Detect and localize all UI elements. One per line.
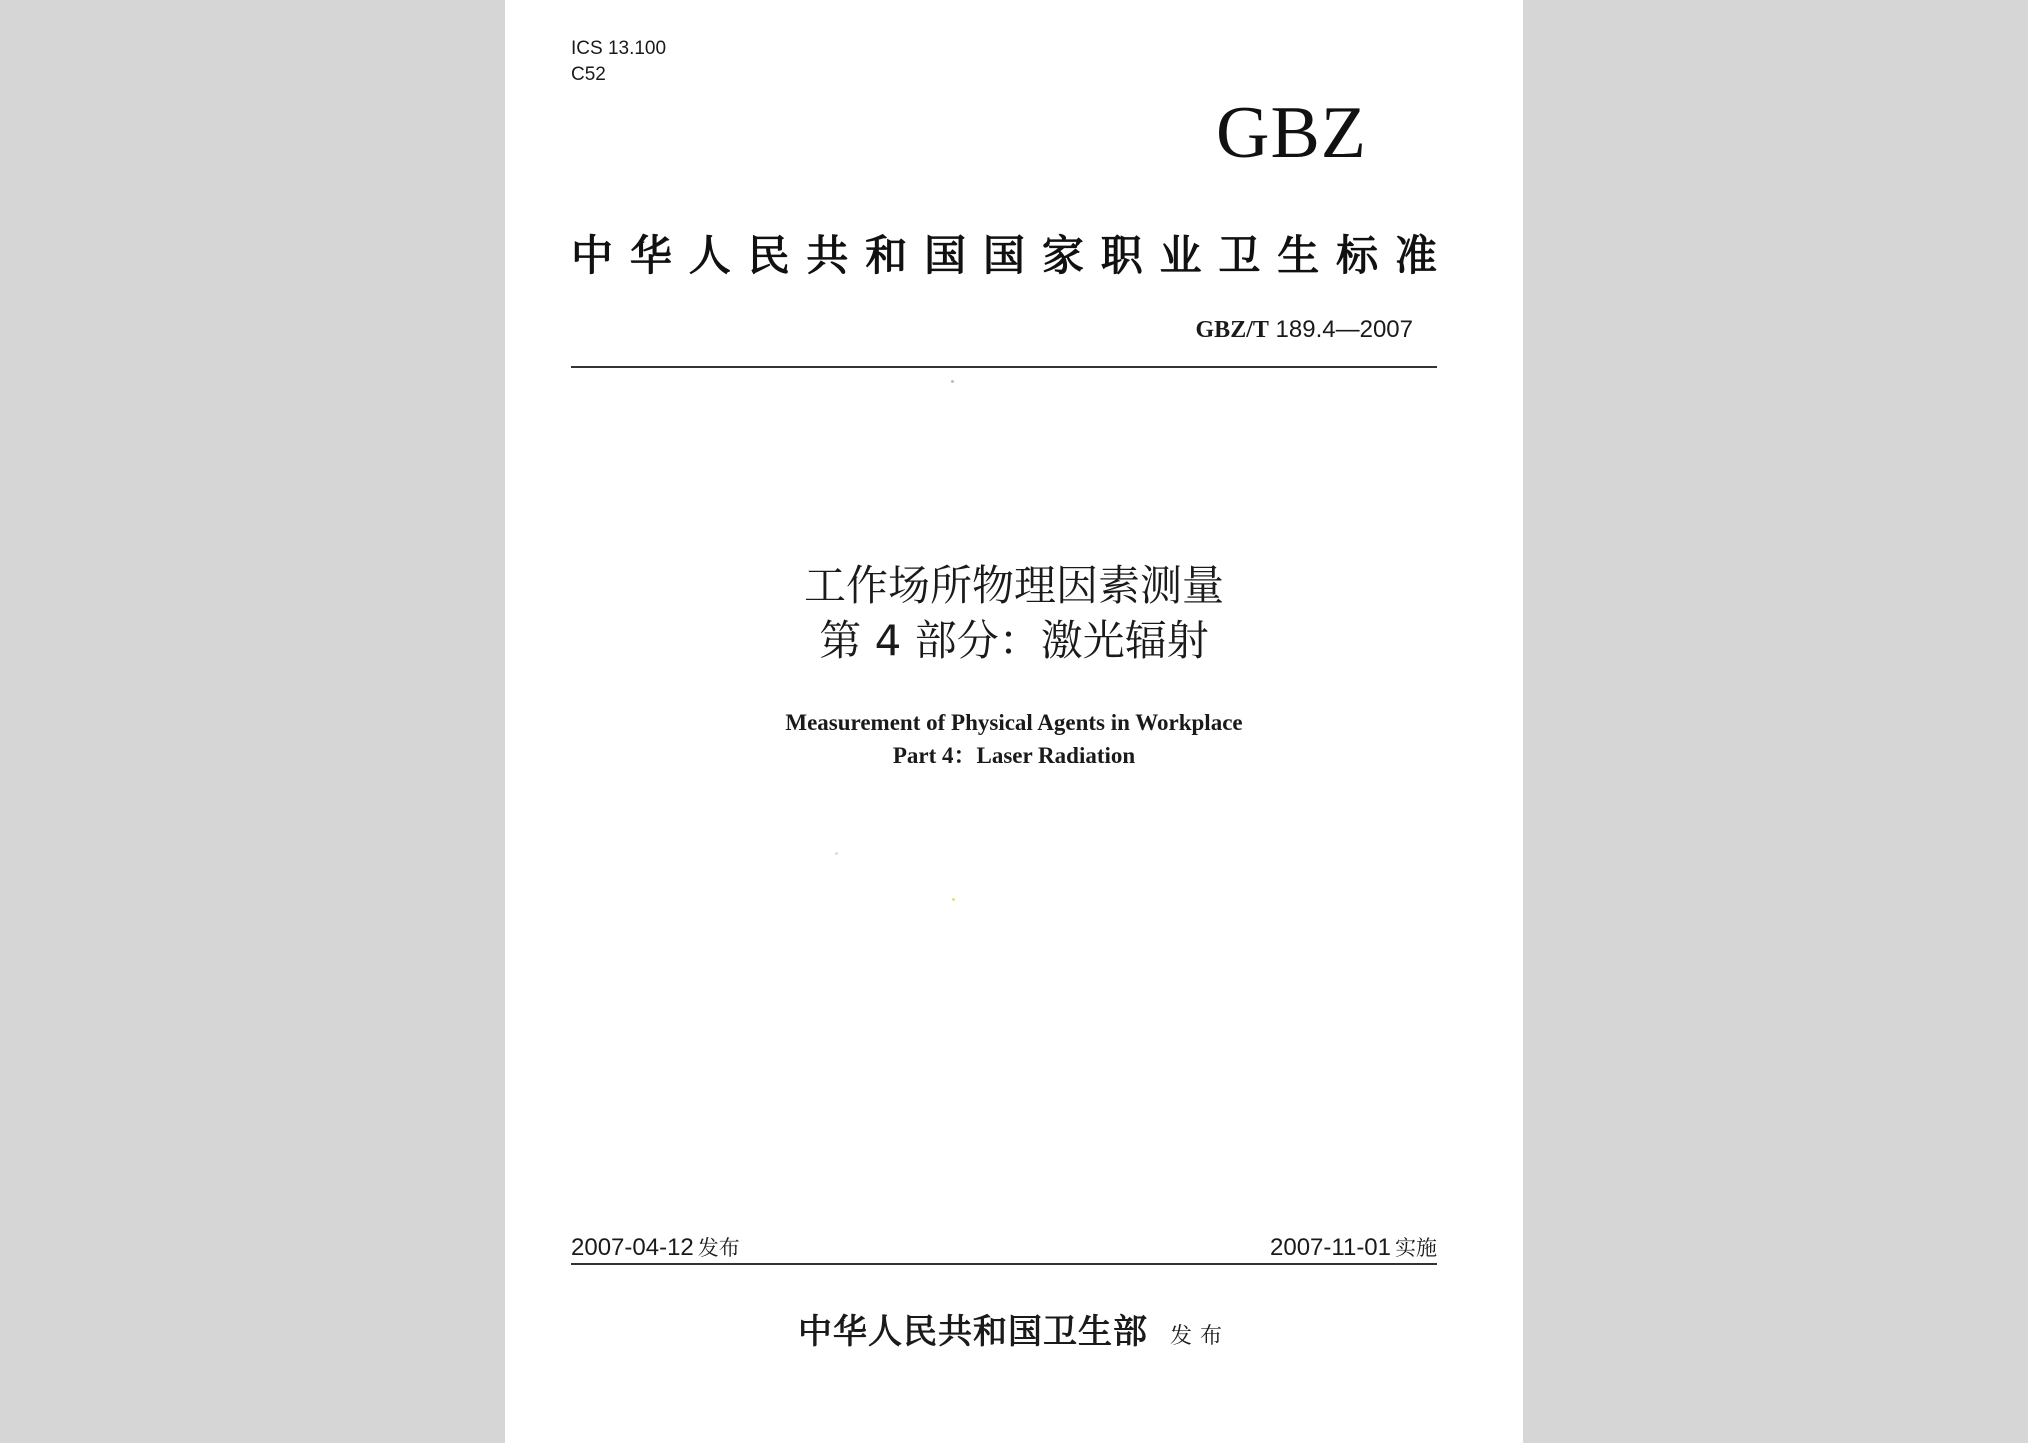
scan-speck — [835, 852, 838, 855]
standard-prefix: GBZ/T — [1195, 317, 1269, 343]
scan-speck — [951, 380, 954, 383]
ccs-code: C52 — [571, 64, 606, 85]
title-zh-line-2: 第 4 部分：激光辐射 — [819, 616, 1209, 665]
footer-divider — [571, 1263, 1437, 1265]
title-en-line-2: Part 4：Laser Radiation — [892, 743, 1136, 768]
standard-code: 189.4—2007 — [1275, 316, 1413, 343]
title-zh-line-1: 工作场所物理因素测量 — [803, 561, 1224, 610]
issue-date — [571, 1233, 740, 1263]
title-chinese — [505, 558, 1523, 668]
header-divider — [571, 366, 1437, 368]
scan-speck — [952, 898, 955, 901]
impl-date-label: 实施 — [1395, 1236, 1437, 1260]
gbz-logo: GBZ — [1216, 92, 1367, 174]
publisher — [505, 1310, 1523, 1359]
impl-date-value: 2007-11-01 — [1270, 1234, 1391, 1261]
document-page — [505, 0, 1523, 1443]
implementation-date — [1270, 1233, 1437, 1263]
publisher-action: 发布 — [1169, 1324, 1230, 1349]
title-english — [505, 706, 1523, 772]
publisher-name: 中华人民共和国卫生部 — [797, 1312, 1148, 1352]
issue-date-label: 发布 — [697, 1236, 740, 1260]
standard-number — [1196, 315, 1413, 345]
title-en-line-1: Measurement of Physical Agents in Workplace — [785, 710, 1243, 735]
ics-code: ICS 13.100 — [571, 38, 667, 59]
standard-category: 中华人民共和国国家职业卫生标准 — [571, 231, 1437, 280]
issue-date-value: 2007-04-12 — [571, 1234, 694, 1261]
